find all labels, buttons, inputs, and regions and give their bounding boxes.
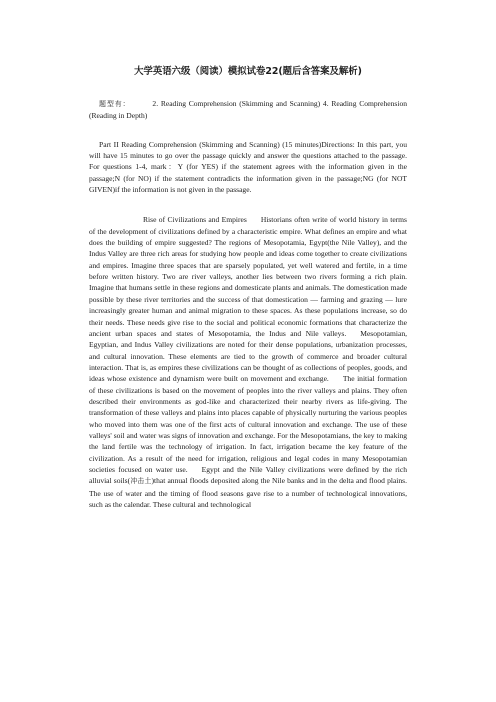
part-heading: Part II Reading Comprehension (Skimming and Scanning) (15 minutes) [99,139,322,149]
question-types-line [89,98,407,122]
passage-title: Rise of Civilizations and Empires [143,215,247,225]
question-type-label: 题型有： [99,100,131,108]
passage-paragraph-4: Egypt and the Nile Valley civilizations were defined by the rich alluvial soils( [89,464,408,486]
passage-body [89,214,407,510]
question-types-text: 2. Reading Comprehension (Skimming and Scanning) 4. Reading Comprehension (Reading in Depth) [89,99,408,121]
directions-paragraph [89,139,407,196]
passage-paragraph-3: The initial formation of these civilizations is based on the movement of peoples into the river valleys and plains. They often described their environments as god-like and characterized their nearby rivers as life-giving. The transformation of these valleys and plains into places capable of physically nurturing the various peoples who moved into them was one of the first acts of cultural innovation and exchange. The use of these valleys' soil and water was signs of innovation and exchange. For the Mesopotamians, the key to making the land fertile was the technology of irrigation. In fact, irrigation became the key feature of the civilization. As a result of the need for irrigation, religious and legal codes in many Mesopotamian societies focused on water use. [89,374,407,474]
passage-cjk-term: 冲击土 [130,477,152,486]
document-title: 大学英语六级（阅读）模拟试卷22(题后含答案及解析) [134,66,362,77]
directions-text: Directions: In this part, you will have 15 minutes to go over the passage quickly and answer the questions attached to the passage. For questions 1-4, mark：Y (for YES) if the statement agrees with the information given in the passage;N (for NO) if the statement contradicts the information given in the passage;NG (for NOT GIVEN)if the information is not given in the passage. [89,139,407,195]
passage-paragraph-2: Mesopotamian, Egyptian, and Indus Valley civilizations are noted for their dense populations, urbanization processes, and cultural innovation. These elements are tied to the growth of commerce and broader cultural interaction. That is, as empires these civilizations can be thought of as collections of peoples, goods, and ideas whose existence and dynamism were built on movement and exchange. [89,328,407,384]
document-page [89,66,407,510]
passage-paragraph-1: Historians often write of world history in terms of the development of civilizations defined by a characteristic empire. What defines an empire and what does the building of empire suggested? The regions of Mesopotamia, Egypt(the Nile Valley), and the Indus Valley are three rich areas for studying how people and ideas come together to create civilizations and empires. Imagine three spaces that are sparsely populated, yet well watered and fertile, in a time before written history. Two are river valleys, another lies between two rivers forming a rich plain. Imagine that humans settle in these regions and domesticate plants and animals. The domestication made possible by these river territories and the success of that domestication — farming and grazing — lure increasingly greater human and animal migration to these spaces. As these populations increase, so do their needs. These needs give rise to the social and political economic formations that characterize the ancient urban spaces and states of Mesopotamia, the Indus and Nile valleys. [89,215,407,338]
passage-paragraph-4-cont: )that annual floods deposited along the Nile banks and in the delta and flood plains. The use of water and the timing of flood seasons gave rise to a number of technological innovations, such as the calendar. These cultural and technological [89,476,408,509]
